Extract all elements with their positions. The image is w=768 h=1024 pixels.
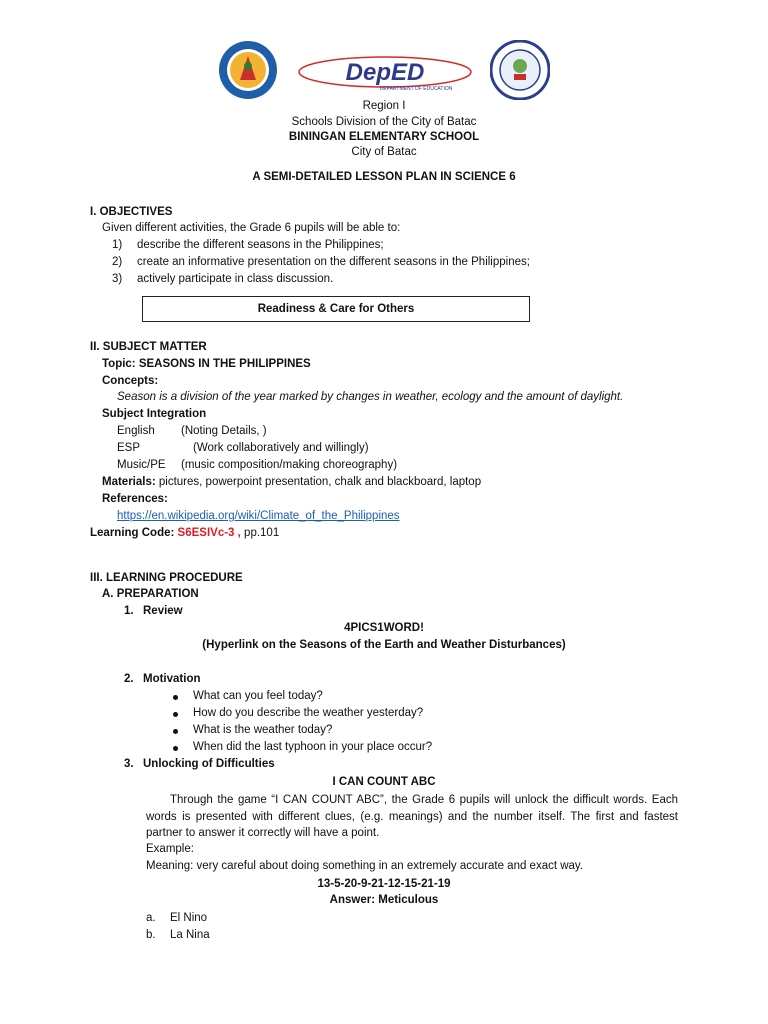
topic: Topic: SEASONS IN THE PHILIPPINES xyxy=(102,358,311,370)
number-code: 13-5-20-9-21-12-15-21-19 xyxy=(317,878,451,890)
example-label: Example: xyxy=(146,843,194,855)
motivation-item-2: How do you describe the weather yesterday? xyxy=(193,707,424,719)
learning-code-page: pp.101 xyxy=(244,527,280,539)
objective-num-1: 1) xyxy=(112,239,123,251)
learning-code xyxy=(90,527,279,539)
materials-label: Materials: xyxy=(102,476,156,488)
objectives-heading: I. OBJECTIVES xyxy=(90,206,173,218)
unlocking-num: 3. xyxy=(124,758,134,770)
concept-text: Season is a division of the year marked by changes in weather, ecology and the amount of daylight. xyxy=(117,391,624,403)
deped-logo xyxy=(298,56,472,92)
materials xyxy=(102,476,481,488)
integration-detail-english: (Noting Details, ) xyxy=(181,425,267,437)
svg-text:DepED: DepED xyxy=(345,59,425,86)
concepts-label: Concepts: xyxy=(102,375,159,387)
game-title: 4PICS1WORD! xyxy=(344,622,424,634)
left-seal-logo xyxy=(218,40,278,100)
review-label: Review xyxy=(143,605,183,617)
answer-text: Answer: Meticulous xyxy=(329,894,439,906)
objective-1: describe the different seasons in the Philippines; xyxy=(137,239,384,251)
objective-num-3: 3) xyxy=(112,273,123,285)
meaning-text: Meaning: very careful about doing something in an extremely accurate and exact way. xyxy=(146,860,584,872)
unlocking-title: I CAN COUNT ABC xyxy=(332,776,436,788)
header-school: BININGAN ELEMENTARY SCHOOL xyxy=(288,131,480,143)
subject-matter-heading: II. SUBJECT MATTER xyxy=(90,341,207,353)
word-letter-b: b. xyxy=(146,929,156,941)
lesson-plan-title: A SEMI-DETAILED LESSON PLAN IN SCIENCE 6 xyxy=(252,171,516,183)
unlocking-label: Unlocking of Difficulties xyxy=(143,758,275,770)
integration-detail-esp: (Work collaboratively and willingly) xyxy=(193,442,369,454)
unlocking-paragraph: Through the game “I CAN COUNT ABC”, the Grade 6 pupils will unlock the difficult words. Each words is presented with different clues, (e.g. meanings) and the number itself. The first and fastest partner to answer it correctly will have a point. xyxy=(146,794,678,839)
section-a-preparation: A. PREPARATION xyxy=(102,588,199,600)
references-label: References: xyxy=(102,493,168,505)
motivation-item-1: What can you feel today? xyxy=(193,690,323,702)
integration-detail-music: (music composition/making choreography) xyxy=(181,459,398,471)
value-box-label: Readiness & Care for Others xyxy=(257,303,415,315)
integration-subject-english: English xyxy=(117,425,155,437)
learning-code-value: S6ESIVc-3 , xyxy=(177,527,241,539)
procedure-heading: III. LEARNING PROCEDURE xyxy=(90,572,243,584)
motivation-label: Motivation xyxy=(143,673,201,685)
objective-num-2: 2) xyxy=(112,256,123,268)
motivation-item-3: What is the weather today? xyxy=(193,724,333,736)
integration-subject-music: Music/PE xyxy=(117,459,166,471)
header-city: City of Batac xyxy=(351,146,417,158)
bullet-icon xyxy=(173,729,178,734)
bullet-icon xyxy=(173,712,178,717)
materials-list: pictures, powerpoint presentation, chalk and blackboard, laptop xyxy=(158,476,482,488)
review-num: 1. xyxy=(124,605,134,617)
right-seal-logo xyxy=(490,40,550,100)
value-box xyxy=(142,296,530,322)
objectives-intro: Given different activities, the Grade 6 pupils will be able to: xyxy=(102,222,401,234)
bullet-icon xyxy=(173,695,178,700)
learning-code-label: Learning Code: xyxy=(90,527,175,539)
integration-label: Subject Integration xyxy=(102,408,207,420)
game-subtitle: (Hyperlink on the Seasons of the Earth and Weather Disturbances) xyxy=(202,639,566,651)
reference-link[interactable]: https://en.wikipedia.org/wiki/Climate_of_the_Philippines xyxy=(117,510,400,522)
word-el-nino: El Nino xyxy=(170,912,208,924)
motivation-item-4: When did the last typhoon in your place occur? xyxy=(193,741,433,753)
header-division: Schools Division of the City of Batac xyxy=(291,116,477,128)
bullet-icon xyxy=(173,746,178,751)
objective-3: actively participate in class discussion. xyxy=(137,273,334,285)
integration-subject-esp: ESP xyxy=(117,442,141,454)
word-la-nina: La Nina xyxy=(170,929,210,941)
word-letter-a: a. xyxy=(146,912,156,924)
motivation-num: 2. xyxy=(124,673,134,685)
header-region: Region I xyxy=(362,100,406,112)
objective-2: create an informative presentation on the different seasons in the Philippines; xyxy=(137,256,530,268)
svg-text:DEPARTMENT OF EDUCATION: DEPARTMENT OF EDUCATION xyxy=(379,86,453,92)
